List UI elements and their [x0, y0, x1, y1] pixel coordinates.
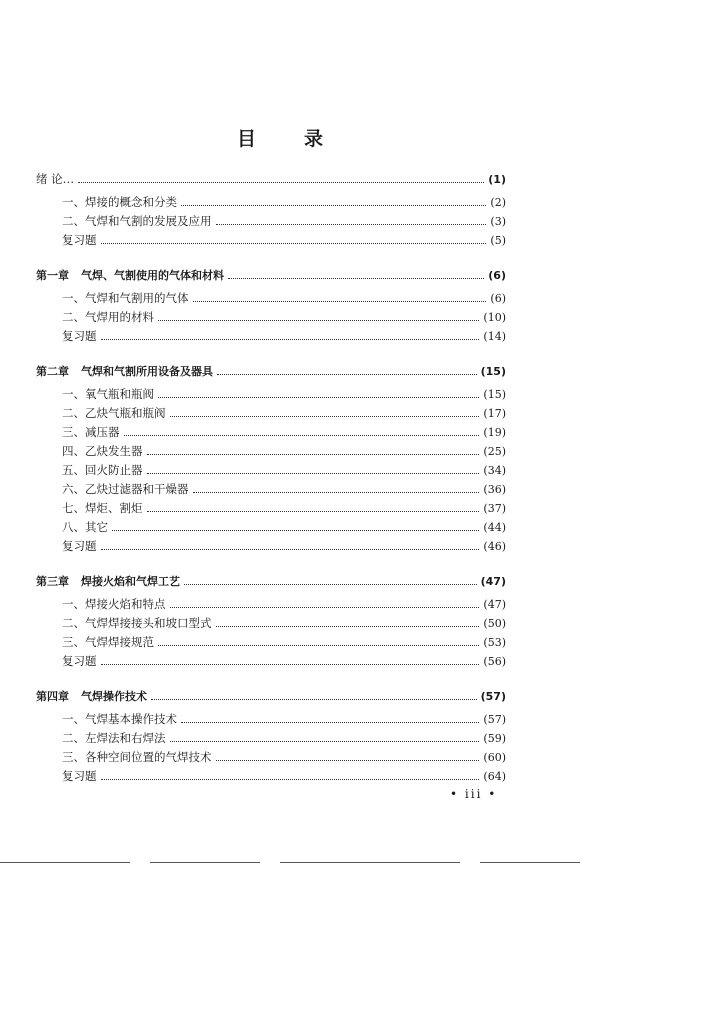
entry-title: 二、气焊焊接接头和坡口型式	[62, 616, 212, 630]
toc-entry-row	[36, 308, 506, 327]
chapter-title: 气焊和气割所用设备及器具	[81, 365, 213, 378]
dot-leader	[101, 664, 480, 665]
toc-entry-row	[36, 633, 506, 652]
dot-leader	[170, 741, 480, 742]
group-spacer	[36, 556, 506, 572]
page-number: (3)	[490, 215, 506, 228]
dot-leader	[216, 626, 480, 627]
dot-leader	[101, 549, 480, 550]
scan-edge-line	[0, 862, 130, 863]
page-number: (15)	[480, 365, 506, 378]
page-number: (59)	[483, 732, 506, 745]
page-number: (15)	[483, 388, 506, 401]
entry-title: 一、焊接火焰和特点	[62, 597, 166, 611]
entry-title: 一、氧气瓶和瓶阀	[62, 387, 154, 401]
toc-entry-row	[36, 652, 506, 671]
chapter-number: 第四章	[36, 690, 69, 703]
toc-entry-row	[36, 614, 506, 633]
toc-chapter-row	[36, 170, 506, 189]
toc-entry-row	[36, 442, 506, 461]
toc-chapter-row	[36, 266, 506, 285]
toc-entry-row	[36, 231, 506, 250]
page-number: (19)	[483, 426, 506, 439]
page-number: (25)	[483, 445, 506, 458]
page-number: (17)	[483, 407, 506, 420]
dot-leader	[228, 278, 484, 279]
toc-chapter-row	[36, 362, 506, 381]
dot-leader	[184, 584, 477, 585]
toc-entry-row	[36, 385, 506, 404]
chapter-title: 焊接火焰和气焊工艺	[81, 575, 180, 588]
toc-chapter-row	[36, 687, 506, 706]
dot-leader	[101, 339, 480, 340]
toc-entry-row	[36, 499, 506, 518]
dot-leader	[193, 492, 480, 493]
dot-leader	[181, 205, 486, 206]
chapter-number: 第二章	[36, 365, 69, 378]
page-number: (60)	[483, 751, 506, 764]
toc-entry-row	[36, 480, 506, 499]
toc-entry-row	[36, 289, 506, 308]
toc-entry-row	[36, 193, 506, 212]
entry-title: 复习题	[62, 233, 97, 247]
table-of-contents	[36, 170, 506, 786]
entry-title: 二、气焊用的材料	[62, 310, 154, 324]
page-number: (57)	[483, 713, 506, 726]
page-number: (6)	[488, 269, 506, 282]
dot-leader	[216, 760, 480, 761]
toc-entry-row	[36, 518, 506, 537]
dot-leader	[147, 454, 480, 455]
entry-title: 三、减压器	[62, 425, 120, 439]
group-spacer	[36, 671, 506, 687]
page-number: (47)	[480, 575, 506, 588]
entry-title: 复习题	[62, 769, 97, 783]
toc-entry-row	[36, 461, 506, 480]
page-number: (34)	[483, 464, 506, 477]
toc-entry-row	[36, 212, 506, 231]
page-number: (36)	[483, 483, 506, 496]
entry-title: 三、各种空间位置的气焊技术	[62, 750, 212, 764]
page-folio: • iii •	[450, 787, 498, 801]
page-number: (50)	[483, 617, 506, 630]
dot-leader	[147, 473, 480, 474]
page-number: (14)	[483, 330, 506, 343]
dot-leader	[158, 397, 479, 398]
entry-title: 八、其它	[62, 520, 108, 534]
toc-entry-row	[36, 327, 506, 346]
dot-leader	[193, 301, 487, 302]
dot-leader	[170, 416, 480, 417]
entry-title: 一、气焊基本操作技术	[62, 712, 177, 726]
toc-entry-row	[36, 710, 506, 729]
chapter-title: 气焊、气割使用的气体和材料	[81, 269, 224, 282]
entry-title: 四、乙炔发生器	[62, 444, 143, 458]
entry-title: 六、乙炔过滤器和干燥器	[62, 482, 189, 496]
page-number: (5)	[490, 234, 506, 247]
group-spacer	[36, 346, 506, 362]
toc-entry-row	[36, 423, 506, 442]
entry-title: 三、气焊焊接规范	[62, 635, 154, 649]
entry-title: 二、气焊和气割的发展及应用	[62, 214, 212, 228]
dot-leader	[170, 607, 480, 608]
toc-entry-row	[36, 537, 506, 556]
entry-title: 复习题	[62, 539, 97, 553]
group-spacer	[36, 250, 506, 266]
entry-title: 二、左焊法和右焊法	[62, 731, 166, 745]
scan-edge-line	[480, 862, 580, 863]
toc-entry-row	[36, 404, 506, 423]
dot-leader	[151, 699, 477, 700]
page-number: (44)	[483, 521, 506, 534]
chapter-title: 绪 论…	[36, 172, 75, 186]
toc-entry-row	[36, 595, 506, 614]
entry-title: 一、焊接的概念和分类	[62, 195, 177, 209]
entry-title: 二、乙炔气瓶和瓶阀	[62, 406, 166, 420]
chapter-number: 第三章	[36, 575, 69, 588]
toc-entry-row	[36, 748, 506, 767]
dot-leader	[217, 374, 477, 375]
page-number: (57)	[480, 690, 506, 703]
page-number: (47)	[483, 598, 506, 611]
toc-entry-row	[36, 729, 506, 748]
page-number: (2)	[490, 196, 506, 209]
dot-leader	[147, 511, 480, 512]
page-number: (46)	[483, 540, 506, 553]
page-number: (6)	[490, 292, 506, 305]
title-char-1: 目	[236, 128, 256, 150]
entry-title: 七、焊炬、割炬	[62, 501, 143, 515]
dot-leader	[216, 224, 487, 225]
scan-edge-line	[150, 862, 260, 863]
dot-leader	[181, 722, 479, 723]
entry-title: 复习题	[62, 329, 97, 343]
toc-chapter-row	[36, 572, 506, 591]
dot-leader	[78, 182, 484, 183]
page-number: (1)	[488, 173, 506, 186]
entry-title: 五、回火防止器	[62, 463, 143, 477]
chapter-title: 气焊操作技术	[81, 690, 147, 703]
page-title	[0, 124, 560, 151]
page-number: (10)	[483, 311, 506, 324]
entry-title: 一、气焊和气割用的气体	[62, 291, 189, 305]
page-number: (53)	[483, 636, 506, 649]
dot-leader	[101, 243, 487, 244]
dot-leader	[101, 779, 480, 780]
page-number: (56)	[483, 655, 506, 668]
entry-title: 复习题	[62, 654, 97, 668]
page-number: (64)	[483, 770, 506, 783]
chapter-number: 第一章	[36, 269, 69, 282]
dot-leader	[158, 645, 479, 646]
page-number: (37)	[483, 502, 506, 515]
dot-leader	[112, 530, 479, 531]
dot-leader	[124, 435, 480, 436]
title-char-2: 录	[304, 128, 324, 150]
dot-leader	[158, 320, 479, 321]
toc-entry-row	[36, 767, 506, 786]
scan-edge-line	[280, 862, 460, 863]
